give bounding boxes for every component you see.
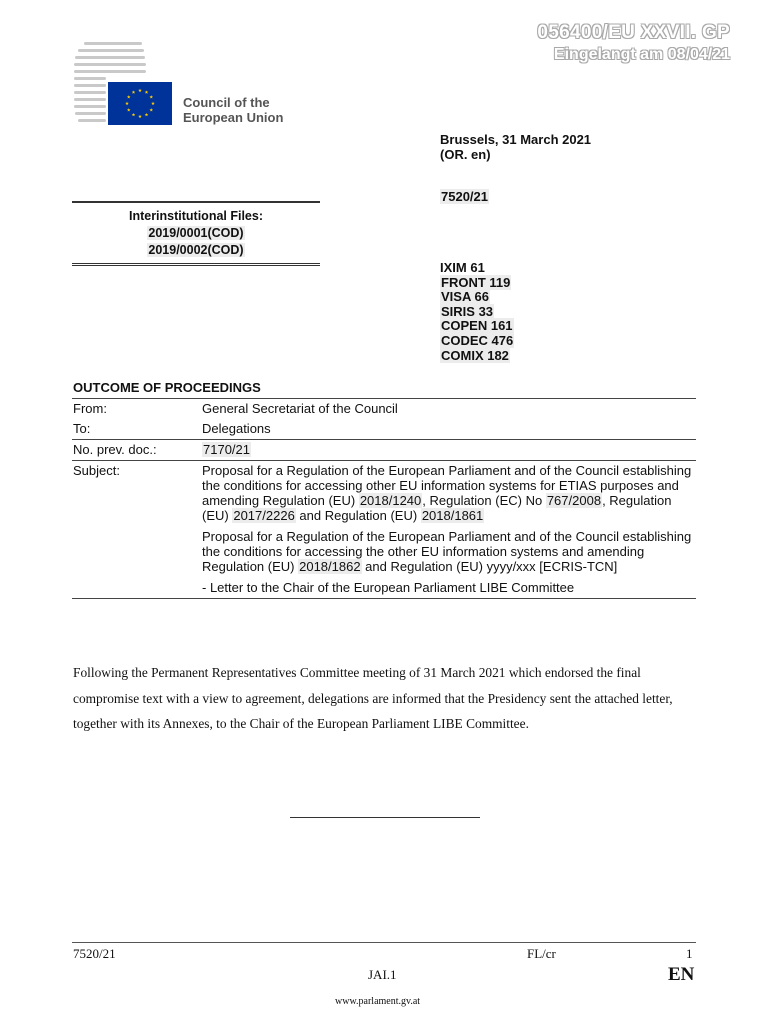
regulation-ref: 767/2008 xyxy=(546,493,602,508)
proceedings-table xyxy=(72,398,696,599)
eu-star-icon xyxy=(132,113,136,116)
regulation-ref: 2018/1240 xyxy=(359,493,422,508)
subject-paragraph: Proposal for a Regulation of the European Parliament and of the Council establishing the conditions for accessing other EU information systems for ETIAS purposes and amending Regulation (EU) 2018/1240, Regulation (EC) No 767/2008, Regulation (EU) 2017/2226 and Regulation (EU) 2018/1861 xyxy=(202,463,692,523)
body-paragraph: Following the Permanent Representatives Committee meeting of 31 March 2021 which endorsed the final compromise text with a view to agreement, delegations are informed that the Presidency sent the attached letter, together with its Annexes, to the Chair of the European Parliament LIBE Committee. xyxy=(73,665,673,731)
subject-label: Subject: xyxy=(72,461,201,599)
prev-doc-label: No. prev. doc.: xyxy=(72,440,201,461)
eu-flag-icon xyxy=(108,82,172,125)
stamp-reference: 056400/EU XXVII. GP xyxy=(537,22,730,43)
eu-star-icon xyxy=(151,102,155,105)
document-number: 7520/21 xyxy=(441,189,488,204)
eu-star-icon xyxy=(145,113,149,116)
footer-url: www.parlament.gv.at xyxy=(335,996,421,1007)
original-language: (OR. en) xyxy=(440,147,491,162)
footer-directorate: JAI.1 xyxy=(368,967,397,982)
code-item: IXIM 61 xyxy=(440,260,485,275)
date-block xyxy=(440,132,591,162)
code-item: VISA 66 xyxy=(441,289,489,305)
classification-codes xyxy=(440,261,514,363)
regulation-ref: 2017/2226 xyxy=(233,508,295,523)
receipt-stamp xyxy=(537,22,730,66)
footer-page-number: 1 xyxy=(686,946,693,961)
document-date: Brussels, 31 March 2021 xyxy=(440,132,592,147)
eu-star-icon xyxy=(138,115,142,118)
section-title: OUTCOME OF PROCEEDINGS xyxy=(73,380,261,395)
eu-star-icon xyxy=(149,108,153,111)
to-value: Delegations xyxy=(201,419,696,440)
eu-star-icon xyxy=(145,90,149,93)
eu-star-icon xyxy=(127,108,131,111)
code-item: FRONT 119 xyxy=(441,274,511,290)
regulation-ref: 2018/1862 xyxy=(299,559,361,574)
subject-paragraph: Proposal for a Regulation of the European Parliament and of the Council establishing the conditions for accessing the other EU information systems and amending Regulation (EU) 2018/1862 and Regulation (EU) yyyy/xxx [ECRIS-TCN] xyxy=(202,529,692,574)
eu-star-icon xyxy=(149,95,153,98)
subject-paragraph: - Letter to the Chair of the European Parliament LIBE Committee xyxy=(202,580,575,595)
table-row xyxy=(72,399,696,420)
interinstitutional-files xyxy=(72,201,320,266)
interinstitutional-title: Interinstitutional Files: xyxy=(128,209,264,223)
from-value: General Secretariat of the Council xyxy=(201,399,696,420)
table-row xyxy=(72,440,696,461)
regulation-ref: 2018/1861 xyxy=(421,508,484,523)
footer-doc-number: 7520/21 xyxy=(73,946,116,961)
closing-rule xyxy=(290,817,480,818)
prev-doc-value: 7170/21 xyxy=(203,442,250,457)
eu-star-icon xyxy=(125,102,129,105)
table-row xyxy=(72,419,696,440)
subject-value xyxy=(201,461,696,599)
code-item: COMIX 182 xyxy=(441,347,509,363)
code-item: COPEN 161 xyxy=(441,318,513,334)
stamp-received-date: Eingelangt am 08/04/21 xyxy=(553,46,730,63)
organisation-name: Council of the European Union xyxy=(183,95,284,125)
footer-initials: FL/cr xyxy=(527,946,556,961)
interinstitutional-file: 2019/0002(COD) xyxy=(148,243,244,257)
table-row xyxy=(72,461,696,599)
eu-star-icon xyxy=(132,90,136,93)
interinstitutional-file: 2019/0001(COD) xyxy=(148,226,244,240)
to-label: To: xyxy=(72,419,201,440)
footer-rule xyxy=(72,942,696,943)
code-item: SIRIS 33 xyxy=(441,303,494,319)
code-item: CODEC 476 xyxy=(441,332,514,348)
eu-star-icon xyxy=(127,95,131,98)
from-label: From: xyxy=(72,399,201,420)
footer-language: EN xyxy=(668,964,695,985)
eu-star-icon xyxy=(138,89,142,92)
